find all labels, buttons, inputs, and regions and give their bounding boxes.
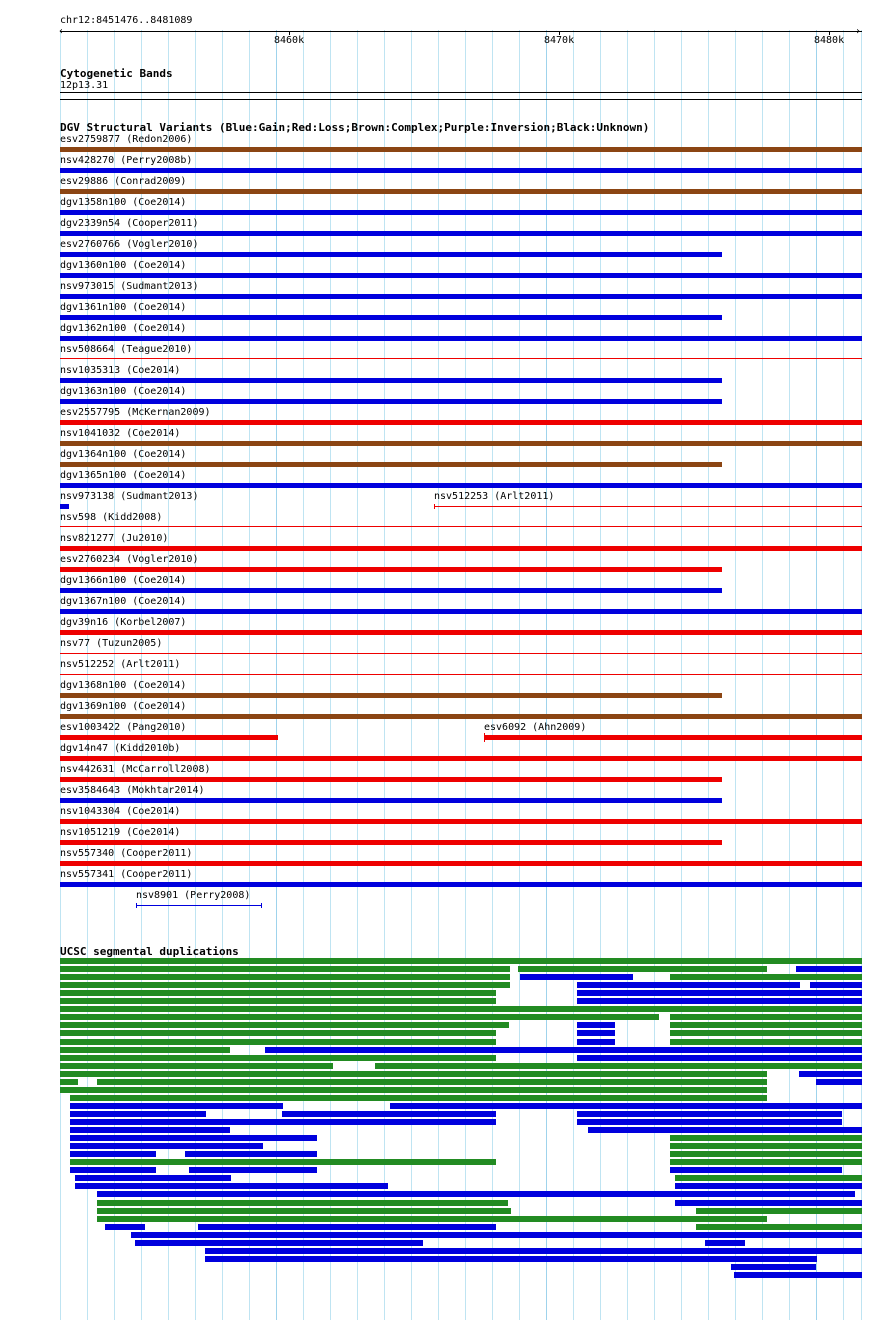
segdup-bar[interactable] (577, 1055, 862, 1061)
variant-endcap (434, 504, 435, 509)
variant-label[interactable]: nsv442631 (McCarroll2008) (60, 764, 211, 775)
variant-bar[interactable] (136, 905, 262, 906)
variant-bar[interactable] (60, 336, 862, 341)
variant-bar[interactable] (434, 506, 862, 507)
variant-label[interactable]: dgv1360n100 (Coe2014) (60, 260, 187, 271)
variant-label[interactable]: nsv1051219 (Coe2014) (60, 827, 181, 838)
segdup-bar[interactable] (282, 1111, 496, 1117)
grid-line (357, 30, 358, 1320)
segdup-bar[interactable] (105, 1224, 145, 1230)
variant-bar[interactable] (60, 609, 862, 614)
variant-label[interactable]: nsv512252 (Arlt2011) (60, 659, 181, 670)
variant-label[interactable]: dgv1367n100 (Coe2014) (60, 596, 187, 607)
segdup-bar[interactable] (75, 1183, 388, 1189)
segdup-bar[interactable] (60, 1055, 496, 1061)
variant-label[interactable]: dgv2339n54 (Cooper2011) (60, 218, 199, 229)
grid-line (438, 30, 439, 1320)
segdup-bar[interactable] (60, 974, 510, 980)
segdup-bar[interactable] (70, 1143, 263, 1149)
segdup-bar[interactable] (670, 1167, 842, 1173)
segdup-bar[interactable] (670, 1159, 862, 1165)
variant-bar[interactable] (60, 882, 862, 887)
dgv-track-title[interactable]: DGV Structural Variants (Blue:Gain;Red:Loss;Brown:Complex;Purple:Inversion;Black:Unknown) (60, 121, 650, 134)
variant-bar[interactable] (60, 777, 722, 782)
variant-label[interactable]: dgv1368n100 (Coe2014) (60, 680, 187, 691)
segdup-bar[interactable] (70, 1159, 496, 1165)
segdup-bar[interactable] (60, 958, 862, 964)
variant-label[interactable]: esv3584643 (Mokhtar2014) (60, 785, 205, 796)
segdup-bar[interactable] (70, 1151, 156, 1157)
variant-label[interactable]: esv29886 (Conrad2009) (60, 176, 187, 187)
variant-label[interactable]: nsv598 (Kidd2008) (60, 512, 163, 523)
segdup-bar[interactable] (185, 1151, 317, 1157)
grid-line (384, 30, 385, 1320)
variant-bar[interactable] (60, 588, 722, 593)
cytoband-track-title[interactable]: Cytogenetic Bands (60, 67, 173, 80)
variant-label[interactable]: esv2760234 (Vogler2010) (60, 554, 199, 565)
variant-label[interactable]: nsv1035313 (Coe2014) (60, 365, 181, 376)
segdup-track-title[interactable]: UCSC segmental duplications (60, 945, 239, 958)
segdup-bar[interactable] (670, 1143, 862, 1149)
grid-line (330, 30, 331, 1320)
segdup-bar[interactable] (670, 974, 862, 980)
segdup-bar[interactable] (60, 982, 510, 988)
variant-bar[interactable] (60, 399, 722, 404)
segdup-bar[interactable] (696, 1208, 862, 1214)
segdup-bar[interactable] (670, 1151, 862, 1157)
variant-label[interactable]: nsv428270 (Perry2008b) (60, 155, 193, 166)
variant-label[interactable]: nsv8901 (Perry2008) (136, 890, 251, 901)
variant-bar[interactable] (60, 483, 862, 488)
segdup-bar[interactable] (675, 1175, 862, 1181)
variant-label[interactable]: dgv1369n100 (Coe2014) (60, 701, 187, 712)
segdup-bar[interactable] (97, 1191, 855, 1197)
segdup-bar[interactable] (675, 1183, 862, 1189)
segdup-bar[interactable] (816, 1079, 862, 1085)
segdup-bar[interactable] (670, 1022, 862, 1028)
variant-bar[interactable] (60, 674, 862, 675)
variant-label[interactable]: nsv821277 (Ju2010) (60, 533, 169, 544)
variant-bar[interactable] (60, 653, 862, 654)
variant-bar[interactable] (60, 462, 722, 467)
segdup-bar[interactable] (198, 1224, 496, 1230)
variant-label[interactable]: dgv39n16 (Korbel2007) (60, 617, 187, 628)
variant-bar[interactable] (60, 567, 722, 572)
variant-label[interactable]: nsv512253 (Arlt2011) (434, 491, 555, 502)
segdup-bar[interactable] (60, 1014, 659, 1020)
segdup-bar[interactable] (705, 1240, 745, 1246)
variant-label[interactable]: dgv1362n100 (Coe2014) (60, 323, 187, 334)
segdup-bar[interactable] (97, 1200, 508, 1206)
segdup-bar[interactable] (70, 1135, 317, 1141)
ruler-left-arrow-icon: ‹ (58, 26, 65, 37)
segdup-bar[interactable] (97, 1079, 767, 1085)
segdup-bar[interactable] (796, 966, 862, 972)
grid-line (249, 30, 250, 1320)
segdup-bar[interactable] (60, 1006, 862, 1012)
segdup-bar[interactable] (696, 1224, 862, 1230)
variant-bar[interactable] (60, 273, 862, 278)
segdup-bar[interactable] (70, 1095, 767, 1101)
segdup-bar[interactable] (60, 966, 510, 972)
segdup-bar[interactable] (189, 1167, 317, 1173)
variant-bar[interactable] (60, 630, 862, 635)
segdup-bar[interactable] (670, 1014, 862, 1020)
segdup-bar[interactable] (520, 974, 633, 980)
variant-label[interactable]: esv2759877 (Redon2006) (60, 134, 193, 145)
segdup-bar[interactable] (577, 1111, 842, 1117)
segdup-bar[interactable] (60, 990, 496, 996)
variant-label[interactable]: esv1003422 (Pang2010) (60, 722, 187, 733)
segdup-bar[interactable] (60, 998, 496, 1004)
variant-bar[interactable] (60, 168, 862, 173)
variant-label[interactable]: dgv14n47 (Kidd2010b) (60, 743, 181, 754)
variant-bar[interactable] (60, 231, 862, 236)
segdup-bar[interactable] (799, 1071, 862, 1077)
variant-bar[interactable] (60, 526, 862, 527)
segdup-bar[interactable] (375, 1063, 862, 1069)
variant-endcap (484, 733, 485, 742)
segdup-bar[interactable] (60, 1047, 230, 1053)
segdup-bar[interactable] (265, 1047, 862, 1053)
segdup-bar[interactable] (205, 1256, 817, 1262)
variant-label[interactable]: dgv1358n100 (Coe2014) (60, 197, 187, 208)
segdup-bar[interactable] (670, 1135, 862, 1141)
segdup-bar[interactable] (60, 1071, 767, 1077)
segdup-bar[interactable] (577, 1030, 615, 1036)
segdup-bar[interactable] (588, 1127, 862, 1133)
variant-bar[interactable] (60, 819, 862, 824)
variant-bar[interactable] (60, 294, 862, 299)
cytoband-bottom-line (60, 99, 862, 100)
segdup-bar[interactable] (97, 1208, 511, 1214)
segdup-bar[interactable] (60, 1030, 496, 1036)
cytoband-label: 12p13.31 (60, 80, 109, 91)
variant-label[interactable]: nsv973138 (Sudmant2013) (60, 491, 199, 502)
variant-label[interactable]: nsv1043304 (Coe2014) (60, 806, 181, 817)
segdup-bar[interactable] (670, 1039, 862, 1045)
variant-label[interactable]: nsv508664 (Teague2010) (60, 344, 193, 355)
segdup-bar[interactable] (70, 1103, 283, 1109)
segdup-bar[interactable] (205, 1232, 862, 1238)
variant-bar[interactable] (60, 546, 862, 551)
segdup-bar[interactable] (734, 1272, 862, 1278)
grid-line (276, 30, 277, 1320)
segdup-bar[interactable] (670, 1030, 862, 1036)
ruler-tick-label: 8460k (274, 35, 305, 46)
variant-bar[interactable] (60, 420, 862, 425)
segdup-bar[interactable] (70, 1111, 206, 1117)
grid-line (465, 30, 466, 1320)
grid-line (411, 30, 412, 1320)
variant-bar[interactable] (60, 840, 722, 845)
segdup-bar[interactable] (577, 990, 862, 996)
variant-label[interactable]: nsv973015 (Sudmant2013) (60, 281, 199, 292)
grid-line (573, 30, 574, 1320)
ruler-tick-label: 8470k (544, 35, 575, 46)
variant-bar[interactable] (60, 315, 722, 320)
segdup-bar[interactable] (205, 1248, 862, 1254)
segdup-bar[interactable] (97, 1216, 767, 1222)
variant-bar[interactable] (60, 714, 862, 719)
segdup-bar[interactable] (577, 982, 800, 988)
segdup-bar[interactable] (60, 1039, 496, 1045)
variant-label[interactable]: esv6092 (Ahn2009) (484, 722, 587, 733)
grid-line (492, 30, 493, 1320)
variant-label[interactable]: dgv1365n100 (Coe2014) (60, 470, 187, 481)
variant-label[interactable]: nsv77 (Tuzun2005) (60, 638, 163, 649)
ruler-right-arrow-icon: › (855, 26, 862, 37)
segdup-bar[interactable] (70, 1119, 496, 1125)
variant-bar[interactable] (60, 756, 862, 761)
variant-label[interactable]: nsv557340 (Cooper2011) (60, 848, 193, 859)
segdup-bar[interactable] (60, 1087, 767, 1093)
segdup-bar[interactable] (60, 1063, 333, 1069)
segdup-bar[interactable] (518, 966, 767, 972)
variant-label[interactable]: dgv1361n100 (Coe2014) (60, 302, 187, 313)
segdup-bar[interactable] (135, 1240, 423, 1246)
position-label: chr12:8451476..8481089 (60, 15, 193, 26)
segdup-bar[interactable] (577, 1039, 615, 1045)
segdup-bar[interactable] (131, 1232, 205, 1238)
segdup-bar[interactable] (577, 1022, 615, 1028)
segdup-bar[interactable] (75, 1175, 231, 1181)
segdup-bar[interactable] (810, 982, 862, 988)
ruler-axis (60, 31, 862, 32)
variant-label[interactable]: nsv1041032 (Coe2014) (60, 428, 181, 439)
grid-line (303, 30, 304, 1320)
variant-bar[interactable] (60, 358, 862, 359)
segdup-bar[interactable] (60, 1079, 78, 1085)
segdup-bar[interactable] (70, 1167, 156, 1173)
segdup-bar[interactable] (70, 1127, 230, 1133)
variant-bar[interactable] (60, 441, 862, 446)
variant-bar[interactable] (60, 189, 862, 194)
variant-bar[interactable] (60, 378, 722, 383)
segdup-bar[interactable] (577, 1119, 842, 1125)
cytoband-top-line (60, 92, 862, 93)
grid-line (546, 30, 547, 1320)
segdup-bar[interactable] (390, 1103, 862, 1109)
grid-line (519, 30, 520, 1320)
segdup-bar[interactable] (675, 1200, 862, 1206)
variant-label[interactable]: dgv1363n100 (Coe2014) (60, 386, 187, 397)
variant-bar[interactable] (60, 147, 862, 152)
variant-bar[interactable] (60, 504, 69, 509)
variant-bar[interactable] (60, 693, 722, 698)
variant-label[interactable]: nsv557341 (Cooper2011) (60, 869, 193, 880)
variant-bar[interactable] (484, 735, 862, 740)
variant-label[interactable]: esv2557795 (McKernan2009) (60, 407, 211, 418)
segdup-bar[interactable] (731, 1264, 816, 1270)
variant-bar[interactable] (60, 252, 722, 257)
ruler-tick-label: 8480k (814, 35, 845, 46)
variant-endcap (261, 903, 262, 908)
variant-label[interactable]: dgv1366n100 (Coe2014) (60, 575, 187, 586)
variant-label[interactable]: esv2760766 (Vogler2010) (60, 239, 199, 250)
variant-label[interactable]: dgv1364n100 (Coe2014) (60, 449, 187, 460)
variant-endcap (136, 903, 137, 908)
variant-bar[interactable] (60, 861, 862, 866)
variant-bar[interactable] (60, 735, 278, 740)
variant-bar[interactable] (60, 210, 862, 215)
segdup-bar[interactable] (577, 998, 862, 1004)
segdup-bar[interactable] (60, 1022, 509, 1028)
variant-bar[interactable] (60, 798, 722, 803)
